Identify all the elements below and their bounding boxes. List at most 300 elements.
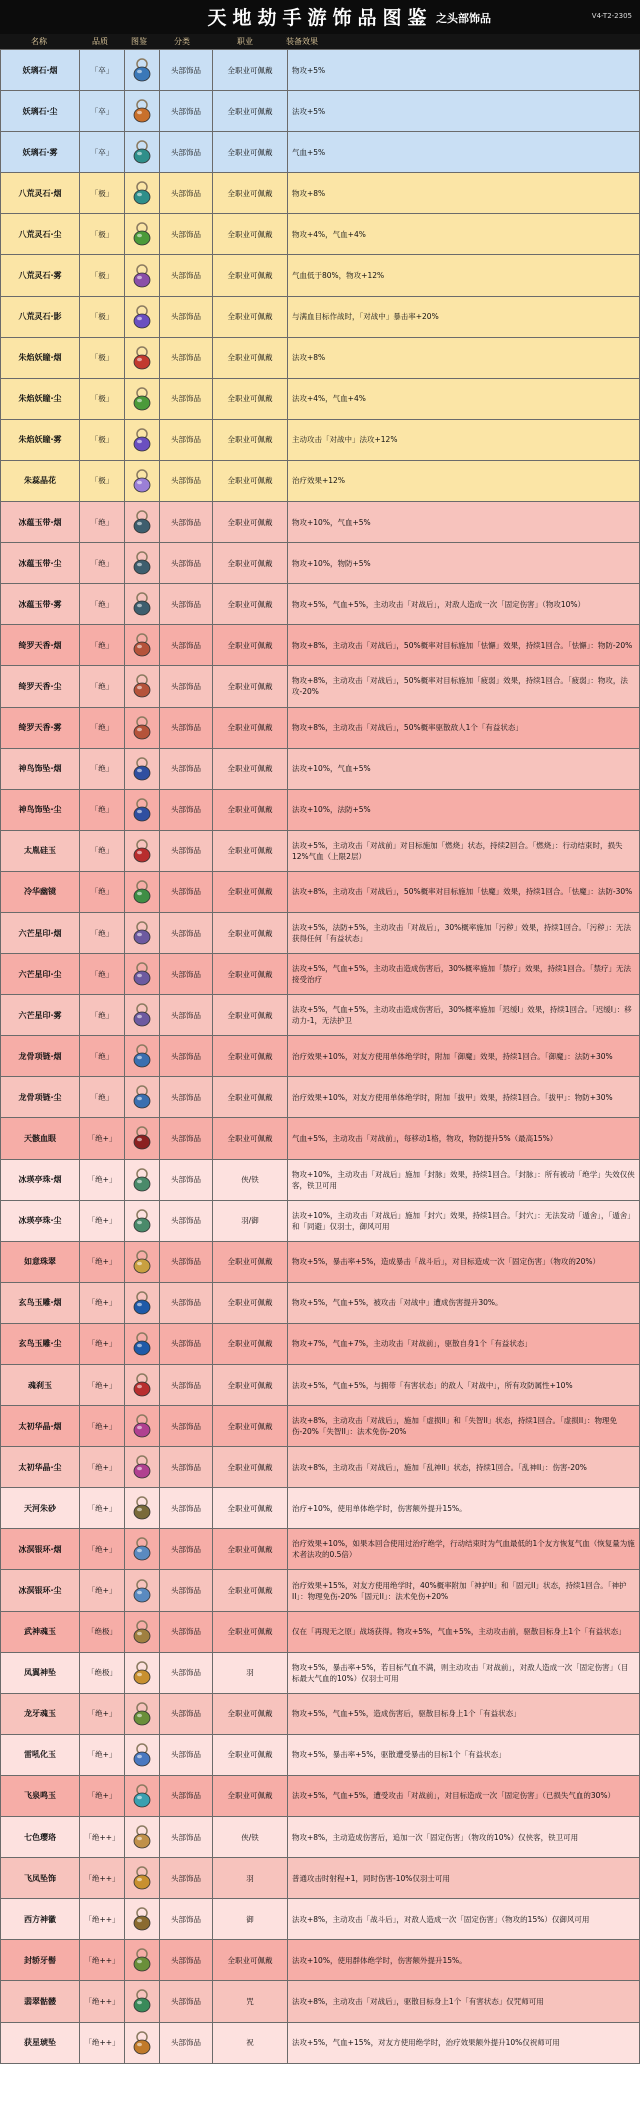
item-name: 八荒灵石·雾 <box>1 255 80 296</box>
item-effect: 与满血目标作战时，「对战中」暴击率+20% <box>288 296 640 337</box>
accessory-icon <box>130 1453 154 1481</box>
table-row <box>1 50 640 91</box>
table-row <box>1 91 640 132</box>
item-job: 全职业可佩戴 <box>213 1118 288 1159</box>
item-name: 玄鸟玉雕·尘 <box>1 1323 80 1364</box>
item-slot: 头部饰品 <box>160 1940 213 1981</box>
item-job: 全职业可佩戴 <box>213 1323 288 1364</box>
accessory-icon <box>130 97 154 125</box>
item-grade: 「绝」 <box>80 625 125 666</box>
item-icon <box>125 296 160 337</box>
item-effect: 法攻+10%，主动攻击「对战后」施加「封穴」效果，持续1回合。「封穴」：无法发动「遁舍」，「遁舍」和「同避」仅羽士，御风可用 <box>288 1200 640 1241</box>
item-grade: 「绝+」 <box>80 1775 125 1816</box>
item-grade: 「绝」 <box>80 502 125 543</box>
item-name: 飞凤坠饰 <box>1 1858 80 1899</box>
table-row <box>1 337 640 378</box>
accessory-icon <box>130 1166 154 1194</box>
item-job: 羽 <box>213 1652 288 1693</box>
item-job: 全职业可佩戴 <box>213 1529 288 1570</box>
item-job: 全职业可佩戴 <box>213 1611 288 1652</box>
item-name: 朱蕊晶花 <box>1 460 80 501</box>
accessory-icon <box>130 878 154 906</box>
item-grade: 「绝」 <box>80 584 125 625</box>
accessory-icon <box>130 1001 154 1029</box>
item-effect: 物攻+5%，暴击率+5%，造成暴击「战斗后」，对目标造成一次「固定伤害」（物攻的20%） <box>288 1241 640 1282</box>
item-job: 全职业可佩戴 <box>213 1077 288 1118</box>
item-name: 神鸟饰坠·尘 <box>1 789 80 830</box>
item-slot: 头部饰品 <box>160 132 213 173</box>
accessory-icon <box>130 1618 154 1646</box>
item-job: 全职业可佩戴 <box>213 748 288 789</box>
accessory-icon <box>130 1823 154 1851</box>
accessory-icon <box>130 590 154 618</box>
item-job: 全职业可佩戴 <box>213 830 288 871</box>
item-grade: 「绝」 <box>80 871 125 912</box>
table-row <box>1 502 640 543</box>
item-grade: 「绝+」 <box>80 1323 125 1364</box>
accessory-icon <box>130 919 154 947</box>
item-job: 全职业可佩戴 <box>213 1940 288 1981</box>
table-row <box>1 1036 640 1077</box>
item-icon <box>125 337 160 378</box>
item-name: 七色璎珞 <box>1 1817 80 1858</box>
item-name: 朱焰妖瞳·烟 <box>1 337 80 378</box>
item-name: 绮罗天香·尘 <box>1 666 80 707</box>
accessory-icon <box>130 549 154 577</box>
item-name: 六芒星印·烟 <box>1 912 80 953</box>
item-slot: 头部饰品 <box>160 625 213 666</box>
item-slot: 头部饰品 <box>160 1406 213 1447</box>
item-slot: 头部饰品 <box>160 584 213 625</box>
item-icon <box>125 1323 160 1364</box>
item-grade: 「绝极」 <box>80 1611 125 1652</box>
item-icon <box>125 748 160 789</box>
table-row <box>1 1323 640 1364</box>
item-icon <box>125 1652 160 1693</box>
item-job: 全职业可佩戴 <box>213 625 288 666</box>
item-job: 全职业可佩戴 <box>213 337 288 378</box>
accessory-icon <box>130 56 154 84</box>
table-row <box>1 1693 640 1734</box>
item-effect: 治疗效果+12% <box>288 460 640 501</box>
item-icon <box>125 1570 160 1611</box>
item-grade: 「绝+」 <box>80 1447 125 1488</box>
item-name: 八荒灵石·影 <box>1 296 80 337</box>
item-job: 全职业可佩戴 <box>213 707 288 748</box>
item-name: 天河朱砂 <box>1 1488 80 1529</box>
item-job: 全职业可佩戴 <box>213 91 288 132</box>
item-slot: 头部饰品 <box>160 1077 213 1118</box>
item-job: 全职业可佩戴 <box>213 995 288 1036</box>
item-grade: 「绝」 <box>80 1036 125 1077</box>
item-slot: 头部饰品 <box>160 1365 213 1406</box>
item-icon <box>125 1406 160 1447</box>
item-slot: 头部饰品 <box>160 1817 213 1858</box>
item-grade: 「绝」 <box>80 912 125 953</box>
item-slot: 头部饰品 <box>160 1241 213 1282</box>
item-icon <box>125 584 160 625</box>
item-effect: 气血低于80%，物攻+12% <box>288 255 640 296</box>
item-job: 全职业可佩戴 <box>213 378 288 419</box>
item-job: 全职业可佩戴 <box>213 173 288 214</box>
item-job: 全职业可佩戴 <box>213 502 288 543</box>
item-name: 龙骨项链·烟 <box>1 1036 80 1077</box>
item-grade: 「绝++」 <box>80 2022 125 2063</box>
item-icon <box>125 1734 160 1775</box>
item-effect: 法攻+5%，气血+5%，主动攻击造成伤害后，30%概率施加「禁疗」效果，持续1回合。「禁疗」无法接受治疗 <box>288 954 640 995</box>
item-name: 天骸血眼 <box>1 1118 80 1159</box>
table-row <box>1 1077 640 1118</box>
item-grade: 「极」 <box>80 337 125 378</box>
table-row <box>1 1652 640 1693</box>
item-job: 全职业可佩戴 <box>213 419 288 460</box>
item-slot: 头部饰品 <box>160 1858 213 1899</box>
item-name: 冰瑛亭珠·尘 <box>1 1200 80 1241</box>
item-icon <box>125 954 160 995</box>
item-grade: 「绝++」 <box>80 1817 125 1858</box>
item-job: 全职业可佩戴 <box>213 132 288 173</box>
item-name: 冰蕴玉带·尘 <box>1 543 80 584</box>
table-row <box>1 912 640 953</box>
item-job: 全职业可佩戴 <box>213 1036 288 1077</box>
item-name: 冷华幽镜 <box>1 871 80 912</box>
item-effect: 物攻+10%，主动攻击「对战后」施加「封脉」效果，持续1回合。「封脉」：所有被动「绝学」失效仅侠客，铁卫可用 <box>288 1159 640 1200</box>
item-name: 封轿牙髻 <box>1 1940 80 1981</box>
item-name: 绮罗天香·烟 <box>1 625 80 666</box>
item-effect: 法攻+8% <box>288 337 640 378</box>
item-slot: 头部饰品 <box>160 460 213 501</box>
table-body <box>1 50 640 2064</box>
item-icon <box>125 419 160 460</box>
item-effect: 法攻+5%，气血+5%，遭受攻击「对战前」，对目标造成一次「固定伤害」（已损失气血的30%） <box>288 1775 640 1816</box>
item-effect: 物攻+7%，气血+7%，主动攻击「对战前」，驱散自身1个「有益状态」 <box>288 1323 640 1364</box>
accessory-icon <box>130 1535 154 1563</box>
item-name: 八荒灵石·尘 <box>1 214 80 255</box>
item-name: 获星琥坠 <box>1 2022 80 2063</box>
item-grade: 「卒」 <box>80 91 125 132</box>
item-job: 侠/铁 <box>213 1817 288 1858</box>
item-effect: 法攻+8%，主动攻击「战斗后」，对敌人造成一次「固定伤害」（物攻的15%）仅御风可用 <box>288 1899 640 1940</box>
accessory-icon <box>130 1083 154 1111</box>
table-row <box>1 1200 640 1241</box>
table-row <box>1 1282 640 1323</box>
table-row <box>1 214 640 255</box>
item-icon <box>125 789 160 830</box>
item-effect: 治疗效果+10%，对友方使用单体绝学时，附加「拔甲」效果，持续1回合。「拔甲」：物防+30% <box>288 1077 640 1118</box>
table-row <box>1 1529 640 1570</box>
accessory-icon <box>130 1905 154 1933</box>
accessory-icon <box>130 714 154 742</box>
item-effect: 物攻+8% <box>288 173 640 214</box>
item-grade: 「绝」 <box>80 707 125 748</box>
item-grade: 「绝+」 <box>80 1365 125 1406</box>
item-slot: 头部饰品 <box>160 1775 213 1816</box>
item-job: 全职业可佩戴 <box>213 1734 288 1775</box>
item-job: 全职业可佩戴 <box>213 1241 288 1282</box>
item-slot: 头部饰品 <box>160 543 213 584</box>
item-slot: 头部饰品 <box>160 995 213 1036</box>
item-name: 武神魂玉 <box>1 1611 80 1652</box>
item-slot: 头部饰品 <box>160 1200 213 1241</box>
accessory-icon <box>130 426 154 454</box>
accessory-icon <box>130 467 154 495</box>
item-effect: 法攻+8%，主动攻击「对战后」，50%概率对目标施加「怯魔」效果，持续1回合。「怯魔」：法防-30% <box>288 871 640 912</box>
item-job: 羽/御 <box>213 1200 288 1241</box>
item-name: 玄鸟玉雕·烟 <box>1 1282 80 1323</box>
item-slot: 头部饰品 <box>160 1447 213 1488</box>
item-icon <box>125 912 160 953</box>
item-name: 太初华晶·尘 <box>1 1447 80 1488</box>
accessory-icon <box>130 138 154 166</box>
item-icon <box>125 830 160 871</box>
item-job: 羽 <box>213 1858 288 1899</box>
item-effect: 主动攻击「对战中」法攻+12% <box>288 419 640 460</box>
item-effect: 仅在「再现无之原」战场获得。物攻+5%，气血+5%，主动攻击前，驱散目标身上1个「有益状态」 <box>288 1611 640 1652</box>
item-icon <box>125 255 160 296</box>
item-grade: 「绝++」 <box>80 1858 125 1899</box>
item-grade: 「极」 <box>80 296 125 337</box>
table-row <box>1 1611 640 1652</box>
item-grade: 「绝+」 <box>80 1241 125 1282</box>
item-icon <box>125 378 160 419</box>
item-slot: 头部饰品 <box>160 419 213 460</box>
accessory-icon <box>130 755 154 783</box>
table-row <box>1 419 640 460</box>
item-icon <box>125 1611 160 1652</box>
table-row <box>1 789 640 830</box>
table-row <box>1 378 640 419</box>
item-effect: 物攻+5%，暴击率+5%，驱散遭受暴击的目标1个「有益状态」 <box>288 1734 640 1775</box>
item-name: 冰蕴玉带·烟 <box>1 502 80 543</box>
item-job: 全职业可佩戴 <box>213 789 288 830</box>
item-icon <box>125 1899 160 1940</box>
item-name: 绮罗天香·雾 <box>1 707 80 748</box>
accessory-icon <box>130 2029 154 2057</box>
accessory-icon <box>130 1946 154 1974</box>
item-grade: 「绝」 <box>80 666 125 707</box>
table-row <box>1 1159 640 1200</box>
item-name: 冰蕴玉带·雾 <box>1 584 80 625</box>
item-icon <box>125 1775 160 1816</box>
item-icon <box>125 625 160 666</box>
item-icon <box>125 460 160 501</box>
table-row <box>1 666 640 707</box>
table-row <box>1 1981 640 2022</box>
item-icon <box>125 173 160 214</box>
table-row <box>1 1775 640 1816</box>
table-row <box>1 1570 640 1611</box>
item-name: 龙骨项链·尘 <box>1 1077 80 1118</box>
item-slot: 头部饰品 <box>160 954 213 995</box>
title-bar <box>0 0 640 34</box>
item-slot: 头部饰品 <box>160 502 213 543</box>
accessory-icon <box>130 1659 154 1687</box>
accessory-icon <box>130 1289 154 1317</box>
item-name: 八荒灵石·烟 <box>1 173 80 214</box>
item-grade: 「绝++」 <box>80 1940 125 1981</box>
item-name: 朱焰妖瞳·雾 <box>1 419 80 460</box>
table-row <box>1 255 640 296</box>
item-effect: 法攻+4%，气血+4% <box>288 378 640 419</box>
item-name: 太胤硅玉 <box>1 830 80 871</box>
item-grade: 「绝」 <box>80 995 125 1036</box>
item-effect: 物攻+8%，主动攻击「对战后」，50%概率对目标施加「疲弱」效果，持续1回合。「疲弱」：物攻，法攻-20% <box>288 666 640 707</box>
item-slot: 头部饰品 <box>160 214 213 255</box>
item-effect: 法攻+10%，使用群体绝学时，伤害额外提升15%。 <box>288 1940 640 1981</box>
item-icon <box>125 1241 160 1282</box>
item-grade: 「绝」 <box>80 1077 125 1118</box>
page-title: 天地劫手游饰品图鉴 <box>207 7 433 29</box>
item-slot: 头部饰品 <box>160 91 213 132</box>
item-job: 全职业可佩戴 <box>213 1570 288 1611</box>
table-row <box>1 1365 640 1406</box>
item-job: 全职业可佩戴 <box>213 666 288 707</box>
item-slot: 头部饰品 <box>160 1981 213 2022</box>
item-effect: 治疗效果+10%，如果本回合使用过治疗绝学，行动结束时为气血最低的1个友方恢复气血（恢复量为施术者法攻的0.5倍） <box>288 1529 640 1570</box>
item-effect: 物攻+10%，物防+5% <box>288 543 640 584</box>
item-name: 太初华晶·烟 <box>1 1406 80 1447</box>
item-slot: 头部饰品 <box>160 1899 213 1940</box>
version-label: V4-T2-2305 <box>591 12 632 20</box>
item-effect: 法攻+10%，法防+5% <box>288 789 640 830</box>
item-slot: 头部饰品 <box>160 789 213 830</box>
item-icon <box>125 1365 160 1406</box>
item-effect: 法攻+5% <box>288 91 640 132</box>
col-icon: 图鉴 <box>131 37 147 46</box>
col-name: 名称 <box>31 37 47 46</box>
item-grade: 「绝++」 <box>80 1981 125 2022</box>
item-icon <box>125 1693 160 1734</box>
item-effect: 治疗效果+10%，对友方使用单体绝学时，附加「御魔」效果，持续1回合。「御魔」：法防+30% <box>288 1036 640 1077</box>
item-slot: 头部饰品 <box>160 830 213 871</box>
item-name: 凤翼神坠 <box>1 1652 80 1693</box>
item-icon <box>125 502 160 543</box>
item-slot: 头部饰品 <box>160 1611 213 1652</box>
item-grade: 「绝+」 <box>80 1406 125 1447</box>
table-row <box>1 296 640 337</box>
item-icon <box>125 50 160 91</box>
item-slot: 头部饰品 <box>160 1488 213 1529</box>
item-name: 冰瑛亭珠·烟 <box>1 1159 80 1200</box>
item-icon <box>125 1159 160 1200</box>
item-effect: 法攻+5%，气血+5%，与拥带「有害状态」的敌人「对战中」，所有攻防属性+10% <box>288 1365 640 1406</box>
accessory-icon <box>130 837 154 865</box>
item-effect: 法攻+8%，主动攻击「对战后」，施加「乱神II」状态，持续1回合。「乱神II」：伤害-20% <box>288 1447 640 1488</box>
accessory-icon <box>130 960 154 988</box>
item-effect: 法攻+5%，气血+15%，对友方使用绝学时，治疗效果额外提升10%仅祝师可用 <box>288 2022 640 2063</box>
accessory-table <box>0 49 640 2064</box>
item-icon <box>125 1036 160 1077</box>
item-grade: 「绝」 <box>80 789 125 830</box>
item-icon <box>125 1529 160 1570</box>
item-effect: 气血+5%，主动攻击「对战前」，每移动1格，物攻，物防提升5%（最高15%） <box>288 1118 640 1159</box>
item-name: 雷吼化玉 <box>1 1734 80 1775</box>
item-icon <box>125 91 160 132</box>
item-grade: 「极」 <box>80 419 125 460</box>
item-icon <box>125 1077 160 1118</box>
item-effect: 法攻+5%，主动攻击「对战前」对目标施加「燃烧」状态，持续2回合。「燃烧」：行动结束时，损失12%气血（上限2层） <box>288 830 640 871</box>
item-grade: 「绝+」 <box>80 1693 125 1734</box>
item-job: 全职业可佩戴 <box>213 954 288 995</box>
item-job: 全职业可佩戴 <box>213 912 288 953</box>
accessory-icon <box>130 262 154 290</box>
item-name: 如意珠翠 <box>1 1241 80 1282</box>
item-icon <box>125 1118 160 1159</box>
item-job: 全职业可佩戴 <box>213 1365 288 1406</box>
item-grade: 「绝+」 <box>80 1200 125 1241</box>
item-job: 全职业可佩戴 <box>213 255 288 296</box>
item-effect: 物攻+5%，气血+5%，造成伤害后，驱散目标身上1个「有益状态」 <box>288 1693 640 1734</box>
table-row <box>1 1488 640 1529</box>
item-grade: 「绝+」 <box>80 1734 125 1775</box>
item-job: 全职业可佩戴 <box>213 214 288 255</box>
item-effect: 物攻+5%，气血+5%，主动攻击「对战后」，对敌人造成一次「固定伤害」（物攻10%） <box>288 584 640 625</box>
table-row <box>1 995 640 1036</box>
item-effect: 物攻+10%，气血+5% <box>288 502 640 543</box>
item-name: 妖璃石·雾 <box>1 132 80 173</box>
item-icon <box>125 1282 160 1323</box>
item-effect: 物攻+8%，主动攻击「对战后」，50%概率驱散敌人1个「有益状态」 <box>288 707 640 748</box>
accessory-icon <box>130 1864 154 1892</box>
item-icon <box>125 1817 160 1858</box>
col-job: 职业 <box>237 37 253 46</box>
item-job: 祝 <box>213 2022 288 2063</box>
item-job: 全职业可佩戴 <box>213 296 288 337</box>
table-row <box>1 1406 640 1447</box>
item-name: 魂刹玉 <box>1 1365 80 1406</box>
item-icon <box>125 1858 160 1899</box>
item-icon <box>125 666 160 707</box>
item-slot: 头部饰品 <box>160 871 213 912</box>
col-effect: 装备效果 <box>286 37 318 46</box>
item-slot: 头部饰品 <box>160 1693 213 1734</box>
item-slot: 头部饰品 <box>160 337 213 378</box>
accessory-icon <box>130 1987 154 2015</box>
accessory-icon <box>130 1700 154 1728</box>
col-grade: 品质 <box>92 37 108 46</box>
table-row <box>1 1447 640 1488</box>
table-row <box>1 1940 640 1981</box>
item-grade: 「绝+」 <box>80 1159 125 1200</box>
accessory-icon <box>130 1412 154 1440</box>
item-grade: 「极」 <box>80 173 125 214</box>
item-slot: 头部饰品 <box>160 378 213 419</box>
item-grade: 「卒」 <box>80 132 125 173</box>
item-slot: 头部饰品 <box>160 173 213 214</box>
col-slot: 分类 <box>174 37 190 46</box>
item-grade: 「极」 <box>80 460 125 501</box>
item-slot: 头部饰品 <box>160 1036 213 1077</box>
table-row <box>1 871 640 912</box>
item-name: 龙牙魂玉 <box>1 1693 80 1734</box>
table-row <box>1 543 640 584</box>
item-grade: 「极」 <box>80 378 125 419</box>
item-icon <box>125 995 160 1036</box>
table-row <box>1 1858 640 1899</box>
item-effect: 法攻+8%，主动攻击「对战后」，驱散目标身上1个「有害状态」仅咒师可用 <box>288 1981 640 2022</box>
item-grade: 「绝+」 <box>80 1570 125 1611</box>
item-slot: 头部饰品 <box>160 912 213 953</box>
accessory-icon <box>130 303 154 331</box>
table-row <box>1 625 640 666</box>
item-effect: 物攻+4%，气血+4% <box>288 214 640 255</box>
table-row <box>1 1899 640 1940</box>
item-icon <box>125 543 160 584</box>
table-row <box>1 1817 640 1858</box>
item-grade: 「绝++」 <box>80 1899 125 1940</box>
item-job: 全职业可佩戴 <box>213 50 288 91</box>
item-slot: 头部饰品 <box>160 1734 213 1775</box>
